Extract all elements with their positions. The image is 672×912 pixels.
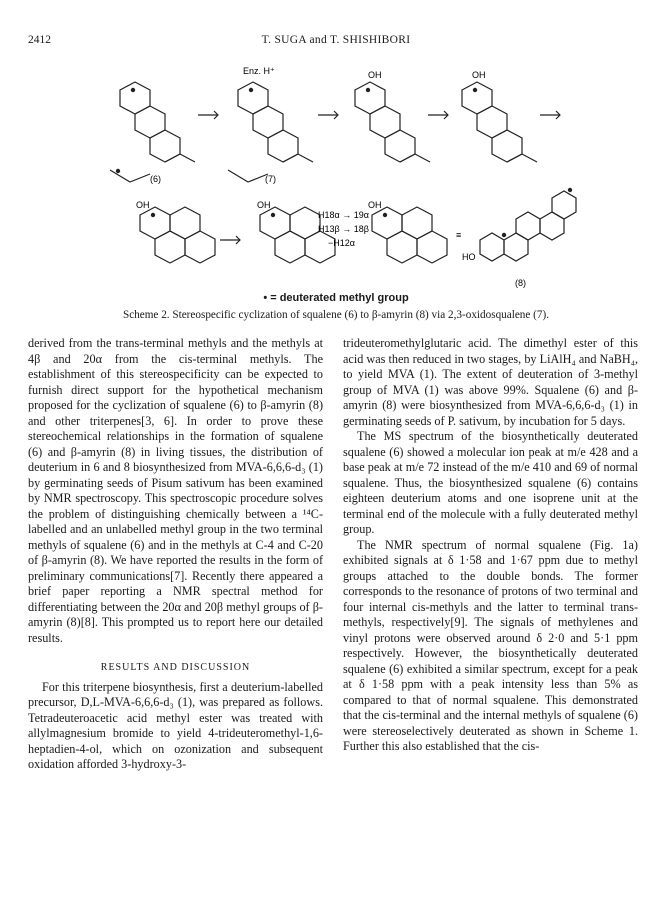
page-number: 2412: [28, 34, 51, 46]
structure-intermediate-2: [462, 82, 537, 162]
structure-intermediate-1: [355, 82, 430, 162]
right-column: [343, 336, 638, 755]
label-oh: OH: [472, 70, 486, 80]
scheme-figure: [100, 60, 590, 305]
label-oh: OH: [368, 200, 382, 210]
left-column: [28, 336, 323, 773]
label-oh: OH: [136, 200, 150, 210]
structure-oxidosqualene: [228, 82, 313, 182]
label-hydride-shift-1: H18α → 19α: [318, 210, 369, 220]
figure-caption: Scheme 2. Stereospecific cyclization of squalene (6) to β-amyrin (8) via 2,3-oxidosqualene (7).: [122, 309, 549, 321]
deuterated-methyl-dot: [116, 169, 120, 173]
structure-squalene: [110, 82, 195, 182]
section-heading: RESULTS AND DISCUSSION: [100, 662, 251, 673]
author-header: T. SUGA and T. SHISHIBORI: [261, 34, 411, 46]
label-compound-6: (6): [150, 174, 161, 184]
deuterated-methyl-dot: [473, 88, 477, 92]
label-oh: OH: [257, 200, 271, 210]
deuterated-methyl-dot: [271, 213, 275, 217]
paragraph: For this triterpene biosynthesis, first a deuterium-labelled precursor, D,L-MVA-6,6,6-d₃ (1), was prepared as follows. Tetradeuteroacetic acid methyl ester was treated with allylmagnesium bromide to yield 4-trideuteromethyl-1,6-heptadien-4-ol, which on ozonization and subsequent oxidation afforded 3-hydroxy-3-: [28, 679, 323, 771]
running-header: [28, 34, 644, 50]
deuterated-methyl-dot: [249, 88, 253, 92]
structure-beta-amyrin: [480, 191, 576, 261]
label-hydride-loss: −H12α: [328, 238, 355, 248]
paragraph: derived from the trans-terminal methyls and the methyls at 4β and 20α from the cis-terminal methyls. The establishment of this stereospecificity can be expected to furnish direct support for the hypothetical mechanism proposed for the cyclization of squalene (6) to β-amyrin (8) and other triterpenes[3, 6]. In order to prove these stereochemical relationships in the formation of squalene (6) and β-amyrin (8) in living tissues, the distribution of deuterium in 6 and 8 biosynthesized from MVA-6,6,6-d₃ (1) by germinating seeds of Pisum sativum has been examined by NMR spectroscopy. This spectroscopic procedure solves the problem of distinguishing chemically between a ¹⁴C-labelled and an unlabelled methyl group in the two terminal methyls of squalene (6) and in the methyls at C-4 and C-20 of β-amyrin (8). We have reported the results in the form of preliminary communications[7]. Recently there appeared a brief paper reporting a NMR spectral method for differentiating between the 20α and 20β methyl groups of β-amyrin (8)[8]. This prompted us to report here our detailed results.: [28, 336, 323, 645]
paragraph: The MS spectrum of the biosynthetically deuterated squalene (6) showed a molecular ion peak at m/e 428 and a base peak at m/e 72 instead of the m/e 410 and 69 of normal squalene. Thus, the biosynthesized squalene (6) contains eighteen deuterium atoms and one isoprene unit at the terminal end of the molecule with a fully deuterated methyl group.: [343, 429, 638, 536]
deuterated-methyl-dot: [151, 213, 155, 217]
label-oh: OH: [368, 70, 382, 80]
label-ho: HO: [462, 252, 476, 262]
scheme-drawing: [100, 60, 590, 305]
label-compound-8: (8): [515, 278, 526, 288]
equivalence-sign: ≡: [456, 230, 462, 240]
label-enz-h: Enz. H⁺: [243, 66, 275, 76]
deuterated-methyl-dot: [502, 233, 506, 237]
deuterated-methyl-dot: [131, 88, 135, 92]
figure-legend: • = deuterated methyl group: [263, 292, 409, 304]
deuterated-methyl-dot: [568, 188, 572, 192]
paragraph: The NMR spectrum of normal squalene (Fig. 1a) exhibited signals at δ 1·58 and 1·67 ppm due to methyl groups attached to the double bonds. The former corresponds to the resonance of protons of two terminal and four internal cis-methyls and the latter to terminal trans-methyls, respectively[9]. The signals of methylenes and vinyl protons were observed around δ 2·0 and 5·1 ppm respectively. However, the biosynthetically deuterated squalene (6) exhibited a similar spectrum, except for a peak at δ 1·58 ppm with a peak intensity less than 5% as compared to that of normal squalene. This demonstrated that the cis-terminal and the internal methyls of squalene (6) were stereoselectively deuterated as shown in Scheme 1. Further this also established that the cis-: [343, 537, 638, 753]
label-compound-7: (7): [265, 174, 276, 184]
deuterated-methyl-dot: [366, 88, 370, 92]
paragraph: trideuteromethylglutaric acid. The dimethyl ester of this acid was then reduced in two stages, by LiAlH₄ and NaBH₄, to yield MVA (1). The extent of deuteration of 3-methyl group of MVA (1) was above 99%. Squalene (6) and β-amyrin (8) were biosynthesized from MVA-6,6,6-d₃ (1) in germinating seeds of P. sativum, by incubation for 5 days.: [343, 336, 638, 428]
deuterated-methyl-dot: [383, 213, 387, 217]
label-hydride-shift-2: H13β → 18β: [318, 224, 369, 234]
